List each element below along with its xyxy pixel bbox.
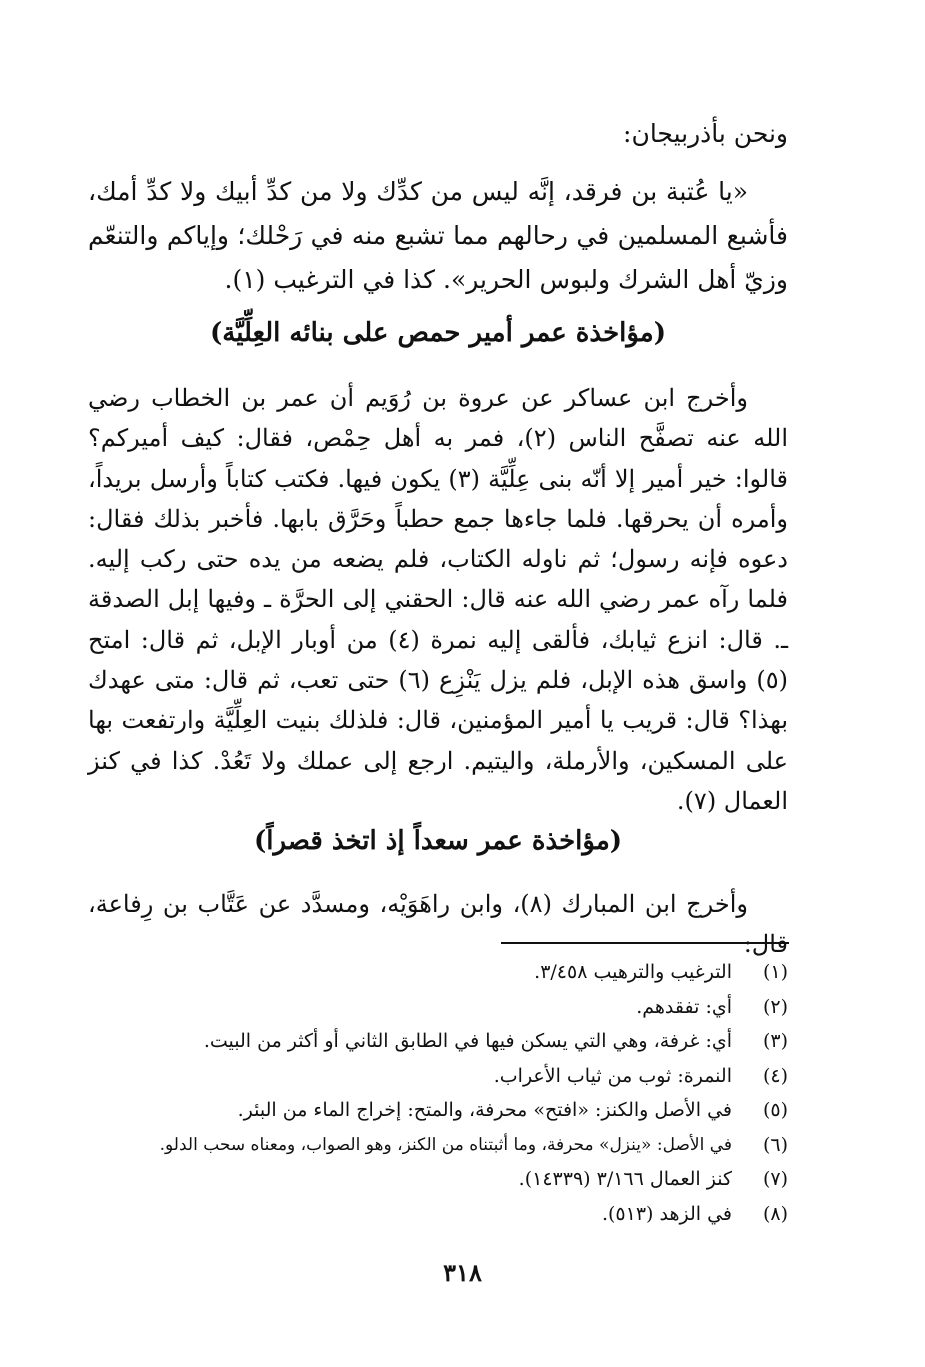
footnote-7 xyxy=(88,1162,788,1197)
paragraph-1 xyxy=(88,378,788,821)
footnote-number: (٧) xyxy=(762,1168,788,1190)
intro-line: ونحن بأذربيجان: xyxy=(623,119,788,148)
footnote-text: أي: غرفة، وهي التي يسكن فيها في الطابق الثاني أو أكثر من البيت. xyxy=(203,1030,732,1052)
footnote-number: (٥) xyxy=(762,1099,788,1121)
footnote-number: (٨) xyxy=(762,1202,788,1225)
paragraph-2 xyxy=(88,884,788,964)
footnote-2 xyxy=(88,990,788,1025)
footnote-text: كنز العمال ٣/١٦٦ (١٤٣٣٩). xyxy=(518,1168,732,1190)
quote-paragraph xyxy=(88,170,788,302)
footnote-text: في الأصل والكنز: «افتح» محرفة، والمتح: إخراج الماء من البئر. xyxy=(237,1099,732,1121)
paragraph-1-text: وأخرج ابن عساكر عن عروة بن رُوَيم أن عمر بن الخطاب رضي الله عنه تصفَّح الناس (٢)، فمر به أهل حِمْص، فقال: كيف أميركم؟ قالوا: خير أمير إلا أنّه بنى عِلِّيَّة (٣) يكون فيها. فكتب كتاباً وأرسل بريداً، وأمره أن يحرقها. فلما جاءها جمع حطباً وحَرَّق بابها. فأخبر بذلك فقال: دعوه فإنه رسول؛ ثم ناوله الكتاب، فلم يضعه من يده حتى ركب إليه. فلما رآه عمر رضي الله عنه قال: الحقني إلى الحرَّة ـ وفيها إبل الصدقة ـ. قال: انزع ثيابك، فألقى إليه نمرة (٤) من أوبار الإبل، ثم قال: امتح (٥) واسق هذه الإبل، فلم يزل يَنْزِع (٦) حتى تعب، ثم قال: متى عهدك بهذا؟ قال: قريب يا أمير المؤمنين، قال: فلذلك بنيت العِلِّيَّة وارتفعت بها على المسكين، والأرملة، واليتيم. ارجع إلى عملك ولا تَعُدْ. كذا في كنز العمال (٧). xyxy=(88,384,789,815)
quote-text: «يا عُتبة بن فرقد، إنَّه ليس من كدِّك ولا من كدِّ أبيك ولا كدِّ أمك، فأشبع المسلمين في رحالهم مما تشبع منه في رَحْلك؛ وإياكم والتنعّم وزيّ أهل الشرك ولبوس الحرير». كذا في الترغيب (١). xyxy=(88,177,788,294)
footnote-number: (٣) xyxy=(762,1030,788,1052)
paragraph-2-text: وأخرج ابن المبارك (٨)، وابن راهَوَيْه، ومسدَّد عن عَتَّاب بن رِفاعة، قال: xyxy=(88,890,788,958)
footnote-4 xyxy=(88,1059,788,1094)
footnote-text: في الأصل: «ينزل» محرفة، وما أثبتناه من الكنز، وهو الصواب، ومعناه سحب الدلو. xyxy=(159,1134,732,1155)
footnote-number: (١) xyxy=(762,961,788,983)
footnote-number: (٢) xyxy=(762,995,788,1018)
footnote-number: (٤) xyxy=(762,1064,788,1087)
footnote-text: النمرة: ثوب من ثياب الأعراب. xyxy=(493,1064,732,1087)
footnote-divider xyxy=(501,942,789,944)
section-heading-2: (مؤاخذة عمر سعداً إذ اتخذ قصراً) xyxy=(253,826,623,856)
footnote-6 xyxy=(88,1128,788,1163)
footnote-8 xyxy=(88,1197,788,1232)
footnote-text: الترغيب والترهيب ٣/٤٥٨. xyxy=(534,961,732,983)
footnote-1 xyxy=(88,955,788,990)
section-heading-1: (مؤاخذة عمر أمير حمص على بنائه العِلِّيَّة) xyxy=(209,318,667,348)
footnote-5 xyxy=(88,1093,788,1128)
footnotes-list xyxy=(88,955,788,1231)
page-number: ٣١٨ xyxy=(443,1258,482,1287)
footnote-text: أي: تفقدهم. xyxy=(636,995,732,1018)
footnote-3 xyxy=(88,1024,788,1059)
footnote-text: في الزهد (٥١٣). xyxy=(601,1202,732,1225)
footnote-number: (٦) xyxy=(762,1133,788,1156)
